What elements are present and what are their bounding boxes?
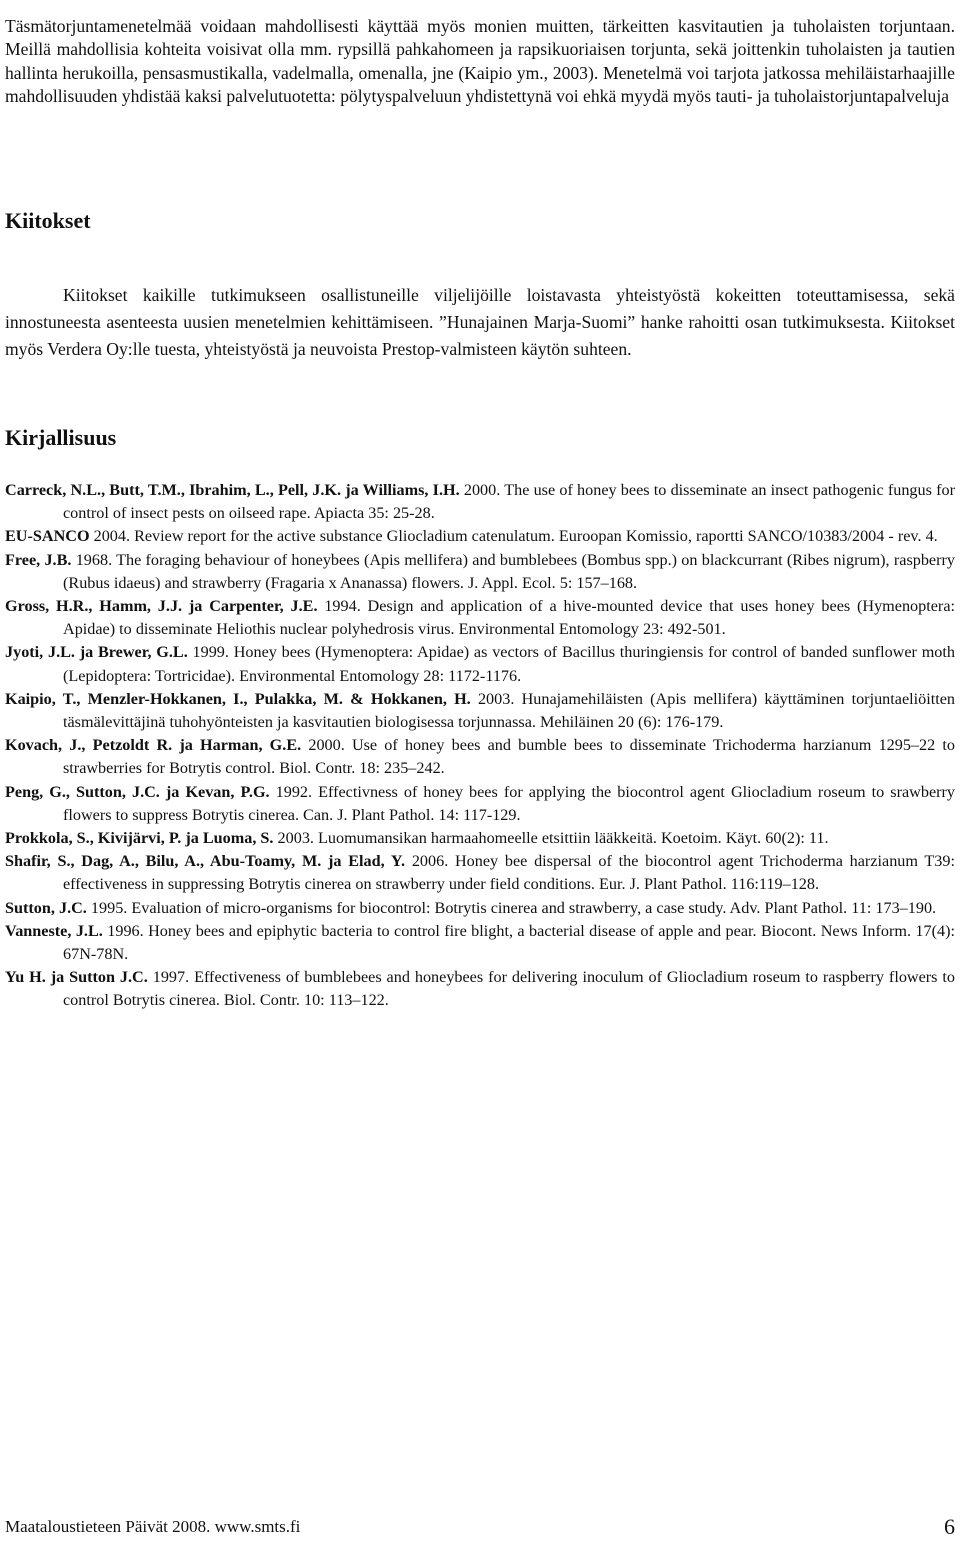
reference-item: Jyoti, J.L. ja Brewer, G.L. 1999. Honey bees (Hymenoptera: Apidae) as vectors of Bacillus thuringiensis for control of banded sunflower moth (Lepidoptera: Tortricidae). Environmental Entomology 28: 1172-1176.: [5, 643, 955, 685]
reference-item: Prokkola, S., Kivijärvi, P. ja Luoma, S. 2003. Luomumansikan harmaahomeelle etsittiin lääkkeitä. Koetoim. Käyt. 60(2): 11.: [5, 829, 829, 848]
reference-list: [5, 479, 955, 1013]
acknowledgements-text: Kiitokset kaikille tutkimukseen osallistuneille viljelijöille loistavasta yhteistyöstä kokeitten toteuttamisessa, sekä innostuneesta asenteesta uusien menetelmien kehittämiseen. ”Hunajainen Marja-Suomi” hanke rahoitti osan tutkimuksesta. Kiitokset myös Verdera Oy:lle tuesta, yhteistyöstä ja neuvoista Prestop-valmisteen käytön suhteen.: [5, 284, 955, 359]
page-number: 6: [944, 1514, 955, 1539]
reference-item: Vanneste, J.L. 1996. Honey bees and epiphytic bacteria to control fire blight, a bacterial disease of apple and pear. Biocont. News Inform. 17(4): 67N-78N.: [5, 921, 955, 964]
reference-item: Kaipio, T., Menzler-Hokkanen, I., Pulakka, M. & Hokkanen, H. 2003. Hunajamehiläisten (Apis mellifera) käyttäminen torjuntaeliöitten täsmälevittäjinä tuhohyönteisten ja kasvitautien biologisessa torjunnassa. Mehiläinen 20 (6): 176-179.: [5, 689, 955, 732]
reference-item: Sutton, J.C. 1995. Evaluation of micro-organisms for biocontrol: Botrytis cinerea and strawberry, a case study. Adv. Plant Pathol. 11: 173–190.: [5, 898, 937, 917]
reference-item: Shafir, S., Dag, A., Bilu, A., Abu-Toamy, M. ja Elad, Y. 2006. Honey bee dispersal of the biocontrol agent Trichoderma harzianum T39: effectiveness in suppressing Botrytis cinerea on strawberry under field conditions. Eur. J. Plant Pathol. 116:119–128.: [5, 852, 955, 894]
reference-item: Yu H. ja Sutton J.C. 1997. Effectiveness of bumblebees and honeybees for delivering inoculum of Gliocladium roseum to raspberry flowers to control Botrytis cinerea. Biol. Contr. 10: 113–122.: [5, 968, 955, 1010]
reference-item: EU-SANCO 2004. Review report for the active substance Gliocladium catenulatum. Euroopan Komissio, raportti SANCO/10383/2004 - rev. 4.: [5, 527, 938, 546]
acknowledgements-paragraph: [5, 282, 955, 363]
reference-item: Carreck, N.L., Butt, T.M., Ibrahim, L., Pell, J.K. ja Williams, I.H. 2000. The use of honey bees to disseminate an insect pathogenic fungus for control of insect pests on oilseed rape. Apiacta 35: 25-28.: [5, 481, 955, 523]
reference-item: Kovach, J., Petzoldt R. ja Harman, G.E. 2000. Use of honey bees and bumble bees to disseminate Trichoderma harzianum 1295–22 to strawberries for Botrytis control. Biol. Contr. 18: 235–242.: [5, 736, 955, 778]
reference-item: Gross, H.R., Hamm, J.J. ja Carpenter, J.E. 1994. Design and application of a hive-mounted device that uses honey bees (Hymenoptera: Apidae) to disseminate Heliothis nuclear polyhedrosis virus. Environmental Entomology 23: 492-501.: [5, 597, 955, 639]
reference-item: Free, J.B. 1968. The foraging behaviour of honeybees (Apis mellifera) and bumblebees (Bombus spp.) on blackcurrant (Ribes nigrum), raspberry (Rubus idaeus) and strawberry (Fragaria x Ananassa) flowers. J. Appl. Ecol. 5: 157–168.: [5, 550, 955, 592]
reference-item: Peng, G., Sutton, J.C. ja Kevan, P.G. 1992. Effectivness of honey bees for applying the biocontrol agent Gliocladium roseum to srawberry flowers to suppress Botrytis cinerea. Can. J. Plant Pathol. 14: 117-129.: [5, 782, 955, 824]
footer-text: Maataloustieteen Päivät 2008. www.smts.fi: [5, 1517, 301, 1536]
acknowledgements-heading: Kiitokset: [5, 208, 91, 233]
intro-paragraph: Täsmätorjuntamenetelmää voidaan mahdollisesti käyttää myös monien muitten, tärkeitten kasvitautien ja tuholaisten torjuntaan. Meillä mahdollisia kohteita voisivat olla mm. rypsillä pahkahomeen ja rapsikuoriaisen torjunta, sekä joittenkin tuholaisten ja tautien hallinta herukoilla, pensasmustikalla, vadelmalla, omenalla, jne (Kaipio ym., 2003). Menetelmä voi tarjota jatkossa mehiläistarhaajille mahdollisuuden yhdistää kaksi palvelutuotetta: pölytyspalveluun yhdistettynä voi ehkä myydä myös tauti- ja tuholaistorjuntapalveluja: [5, 15, 955, 107]
references-heading: Kirjallisuus: [5, 425, 117, 450]
